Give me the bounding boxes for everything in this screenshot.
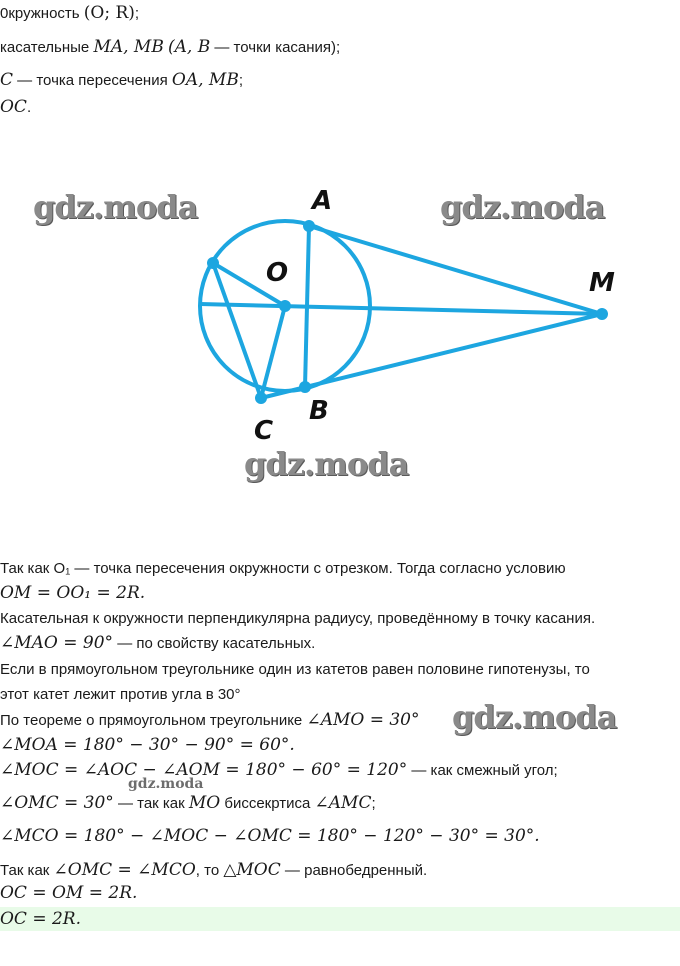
point-tangent-left — [207, 257, 219, 269]
solution-line-10: ∠OMC = 30° — так как MO биссекртиса ∠AMC; — [0, 793, 376, 813]
solution-line-9: ∠MOC = ∠AOC − ∠AOM = 180° − 60° = 120° — как смежный угол; — [0, 760, 558, 780]
solution-line-7: По теореме о прямоугольном треугольнике ∠AMO = 30° — [0, 710, 420, 730]
solution-line-4: ∠MAO = 90° — по свойству касательных. — [0, 633, 316, 653]
point-a — [303, 220, 315, 232]
segment-cm — [261, 314, 602, 398]
segment-oc — [261, 306, 285, 398]
segment-om — [200, 304, 602, 314]
solution-line-8: ∠MOA = 180° − 30° − 90° = 60°. — [0, 735, 295, 755]
label-a: A — [312, 186, 333, 216]
point-m — [596, 308, 608, 320]
given-find: OC. — [0, 97, 32, 117]
solution-line-2: OM = OO₁ = 2R. — [0, 583, 146, 603]
point-c — [255, 392, 267, 404]
watermark: gdz.moda — [33, 188, 198, 226]
solution-line-11: ∠MCO = 180° − ∠MOC − ∠OMC = 180° − 120° − 30° = 30°. — [0, 826, 540, 846]
solution-line-6: этот катет лежит против угла в 30° — [0, 686, 241, 703]
watermark: gdz.moda — [452, 698, 617, 736]
solution-line-5: Если в прямоугольном треугольнике один из катетов равен половине гипотенузы, то — [0, 661, 590, 678]
label-b: B — [309, 396, 329, 426]
solution-line-3: Касательная к окружности перпендикулярна радиусу, проведённому в точку касания. — [0, 610, 596, 627]
circle-notation: (O; R) — [83, 3, 135, 23]
solution-line-13: OC = OM = 2R. — [0, 883, 138, 903]
solution-line-12: Так как ∠OMC = ∠MCO, то △MOC — равнобедренный. — [0, 860, 428, 880]
point-b — [299, 381, 311, 393]
segment-ab — [305, 226, 309, 387]
watermark-small: gdz.moda — [128, 776, 204, 792]
label-o: O — [266, 258, 289, 288]
given-tangents: касательные MA, MB (A, B — точки касания); — [0, 37, 341, 57]
label-m: M — [589, 268, 615, 298]
given-point-c: C — точка пересечения OA, MB; — [0, 70, 243, 90]
label-c: C — [254, 416, 274, 446]
segment-am — [309, 226, 602, 314]
point-o — [279, 300, 291, 312]
answer-highlight — [0, 907, 680, 931]
given-circle: 0кружность (O; R); — [0, 3, 140, 23]
watermark: gdz.moda — [440, 188, 605, 226]
solution-line-1: Так как O₁ — точка пересечения окружности с отрезком. Тогда согласно условию — [0, 560, 566, 577]
watermark: gdz.moda — [244, 445, 409, 483]
answer-line: OC = 2R. — [0, 909, 82, 929]
